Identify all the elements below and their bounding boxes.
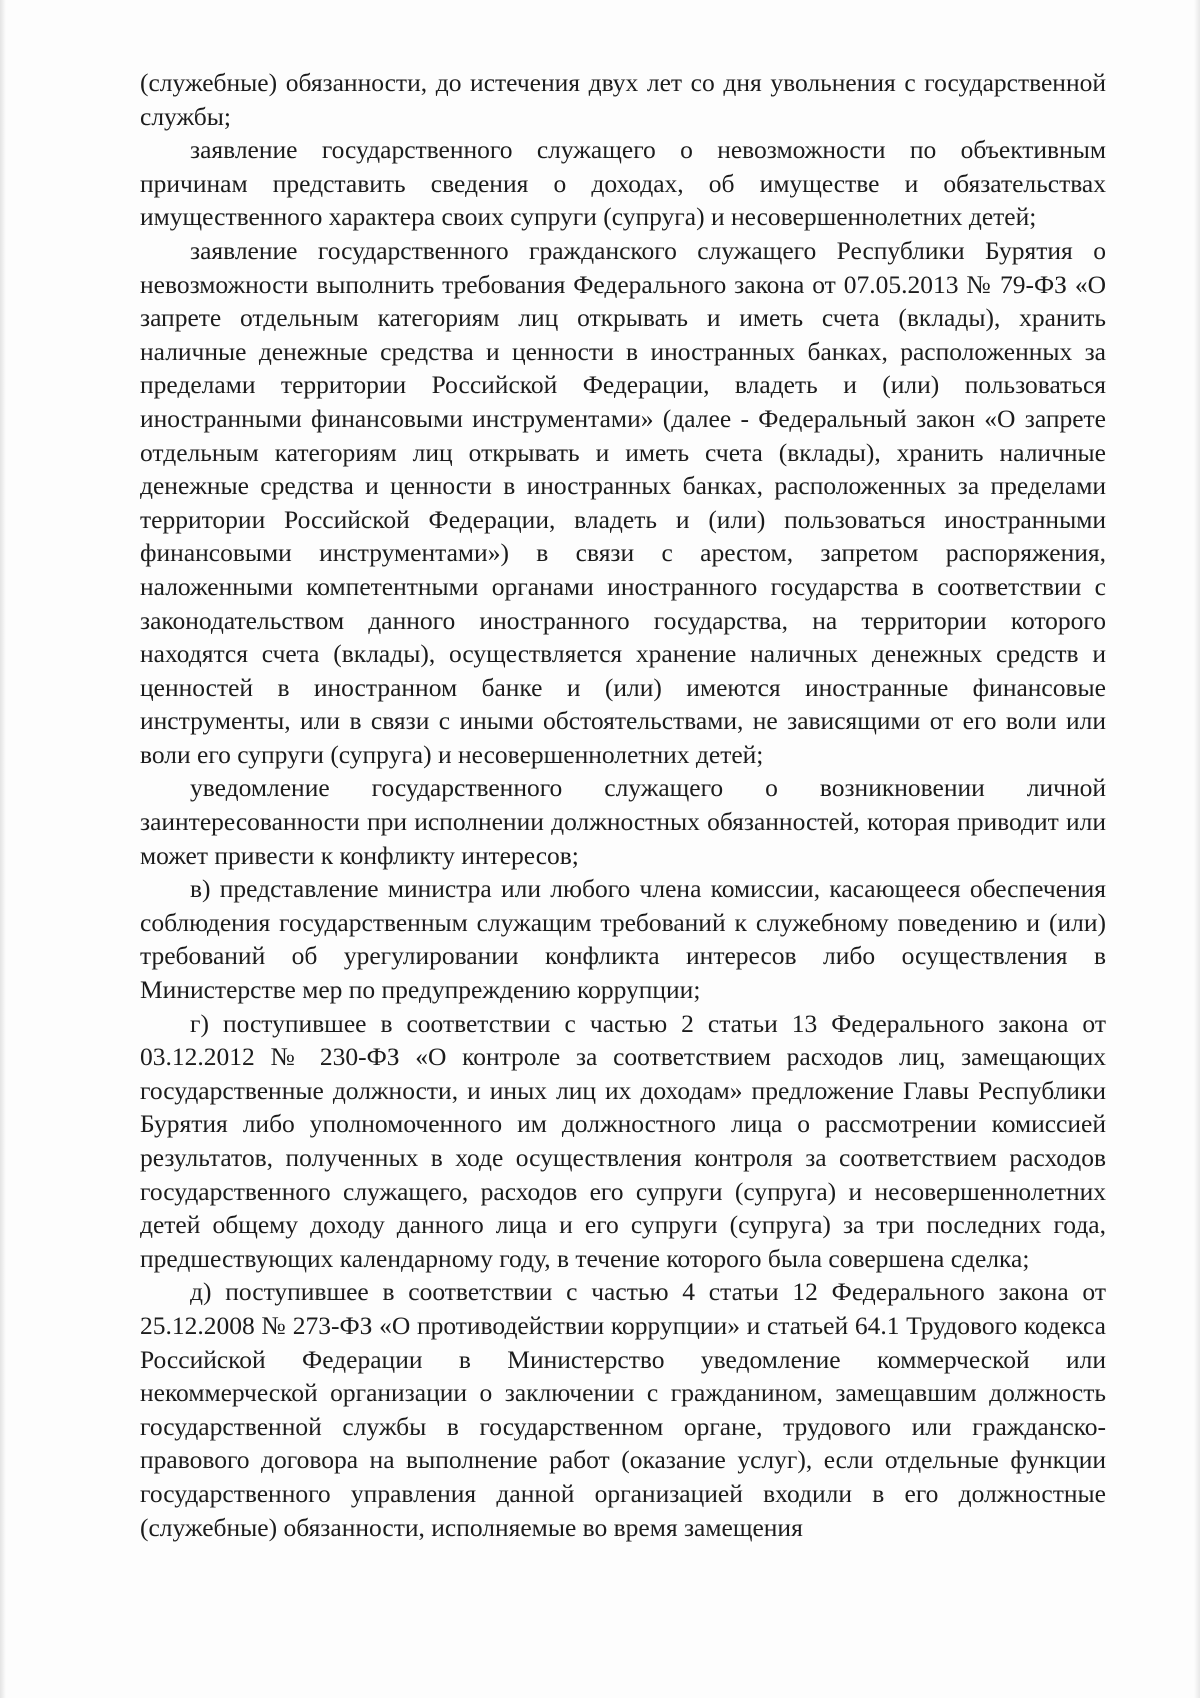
paragraph-statement-foreign-accounts: заявление государственного гражданского служащего Республики Бурятия о невозможности выполнить требования Федерального закона от 07.05.2013 № 79-ФЗ «О запрете отдельным категориям лиц открывать и иметь счета (вклады), хранить наличные денежные средства и ценности в иностранных банках, расположенных за пределами территории Российской Федерации, владеть и (или) пользоваться иностранными финансовыми инструментами» (далее - Федеральный закон «О запрете отдельным категориям лиц открывать и иметь счета (вклады), хранить наличные денежные средства и ценности в иностранных банках, расположенных за пределами территории Российской Федерации, владеть и (или) пользоваться иностранными финансовыми инструментами») в связи с арестом, запретом распоряжения, наложенными компетентными органами иностранного государства в соответствии с законодательством данного иностранного государства, на территории которого находятся счета (вклады), осуществляется хранение наличных денежных средств и ценностей в иностранном банке и (или) имеются иностранные финансовые инструменты, или в связи с иными обстоятельствами, не зависящими от его воли или воли его супруги (супруга) и несовершеннолетних детей; <box>140 235 1106 769</box>
paragraph-item-d: д) поступившее в соответствии с частью 4 статьи 12 Федерального закона от 25.12.2008 № 273-ФЗ «О противодействии коррупции» и статьей 64.1 Трудового кодекса Российской Федерации в Министерство уведомление коммерческой или некоммерческой организации о заключении с гражданином, замещавшим должность государственной службы в государственном органе, трудового или гражданско-правового договора на выполнение работ (оказание услуг), если отдельные функции государственного управления данной организацией входили в его должностные (служебные) обязанности, исполняемые во время замещения <box>140 1277 1106 1542</box>
paragraph-item-g: г) поступившее в соответствии с частью 2 статьи 13 Федерального закона от 03.12.2012 № 230-ФЗ «О контроле за соответствием расходов лиц, замещающих государственные должности, и иных лиц их доходам» предложение Главы Республики Бурятия либо уполномоченного им должностного лица о рассмотрении комиссией результатов, полученных в ходе осуществления контроля за соответствием расходов государственного служащего, расходов его супруги (супруга) и несовершеннолетних детей общему доходу данного лица и его супруги (супруга) за три последних года, предшествующих календарному году, в течение которого была совершена сделка; <box>140 1008 1106 1273</box>
paragraph-continuation: (служебные) обязанности, до истечения двух лет со дня увольнения с государственной службы; <box>140 68 1106 131</box>
document-body <box>140 66 1106 1544</box>
paragraph-item-v: в) представление министра или любого члена комиссии, касающееся обеспечения соблюдения государственным служащим требований к служебному поведению и (или) требований об урегулировании конфликта интересов либо осуществления в Министерстве мер по предупреждению коррупции; <box>140 874 1106 1005</box>
page-left-edge <box>0 0 6 1698</box>
paragraph-notice-conflict: уведомление государственного служащего о возникновении личной заинтересованности при исполнении должностных обязанностей, которая приводит или может привести к конфликту интересов; <box>140 773 1106 870</box>
page-right-edge <box>1194 0 1200 1698</box>
paragraph-statement-income: заявление государственного служащего о невозможности по объективным причинам представить сведения о доходах, об имуществе и обязательствах имущественного характера своих супруги (супруга) и несовершеннолетних детей; <box>140 135 1106 232</box>
